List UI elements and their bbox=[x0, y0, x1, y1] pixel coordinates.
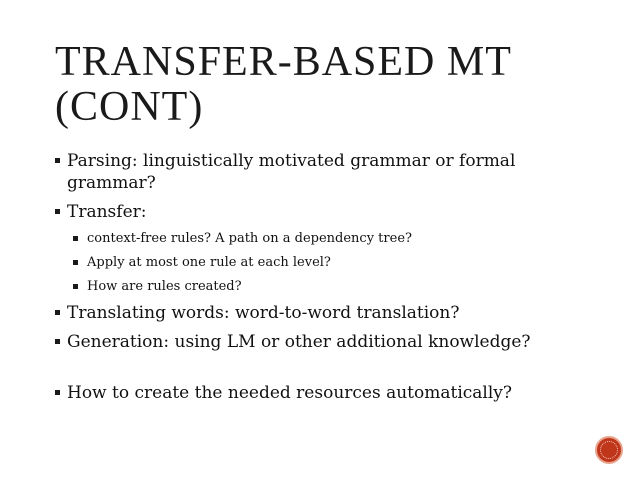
bullet-marker bbox=[55, 158, 60, 163]
bullet-marker bbox=[55, 310, 60, 315]
sub-bullet-text: Apply at most one rule at each level? bbox=[87, 255, 331, 270]
left-margin bbox=[0, 0, 28, 478]
bullet-item bbox=[55, 302, 575, 324]
bullet-text: Transfer: bbox=[67, 202, 147, 222]
bullet-text: Parsing: linguistically motivated grammar or formal grammar? bbox=[67, 151, 516, 193]
sub-bullet-item bbox=[55, 254, 575, 271]
bullet-marker bbox=[73, 260, 78, 265]
circle-nav-inner bbox=[600, 441, 618, 459]
circle-nav-icon[interactable] bbox=[595, 436, 623, 464]
bullet-marker bbox=[55, 390, 60, 395]
bullet-marker bbox=[73, 236, 78, 241]
sub-bullet-text: How are rules created? bbox=[87, 279, 242, 294]
sub-bullet-item bbox=[55, 278, 575, 295]
spacer bbox=[55, 360, 575, 382]
bullet-item bbox=[55, 150, 575, 194]
sub-bullet-item bbox=[55, 230, 575, 247]
bullet-item bbox=[55, 201, 575, 223]
bullet-marker bbox=[55, 339, 60, 344]
slide-title: TRANSFER-BASED MT (CONT) bbox=[55, 39, 512, 130]
bullet-marker bbox=[73, 284, 78, 289]
bullet-text: Translating words: word-to-word translation? bbox=[67, 303, 460, 323]
bullet-list bbox=[55, 150, 575, 411]
bullet-text: Generation: using LM or other additional knowledge? bbox=[67, 332, 531, 352]
sub-bullet-text: context-free rules? A path on a dependency tree? bbox=[87, 231, 412, 246]
bullet-marker bbox=[55, 209, 60, 214]
bullet-text: How to create the needed resources automatically? bbox=[67, 383, 513, 403]
bullet-item bbox=[55, 331, 575, 353]
bullet-item bbox=[55, 382, 575, 404]
